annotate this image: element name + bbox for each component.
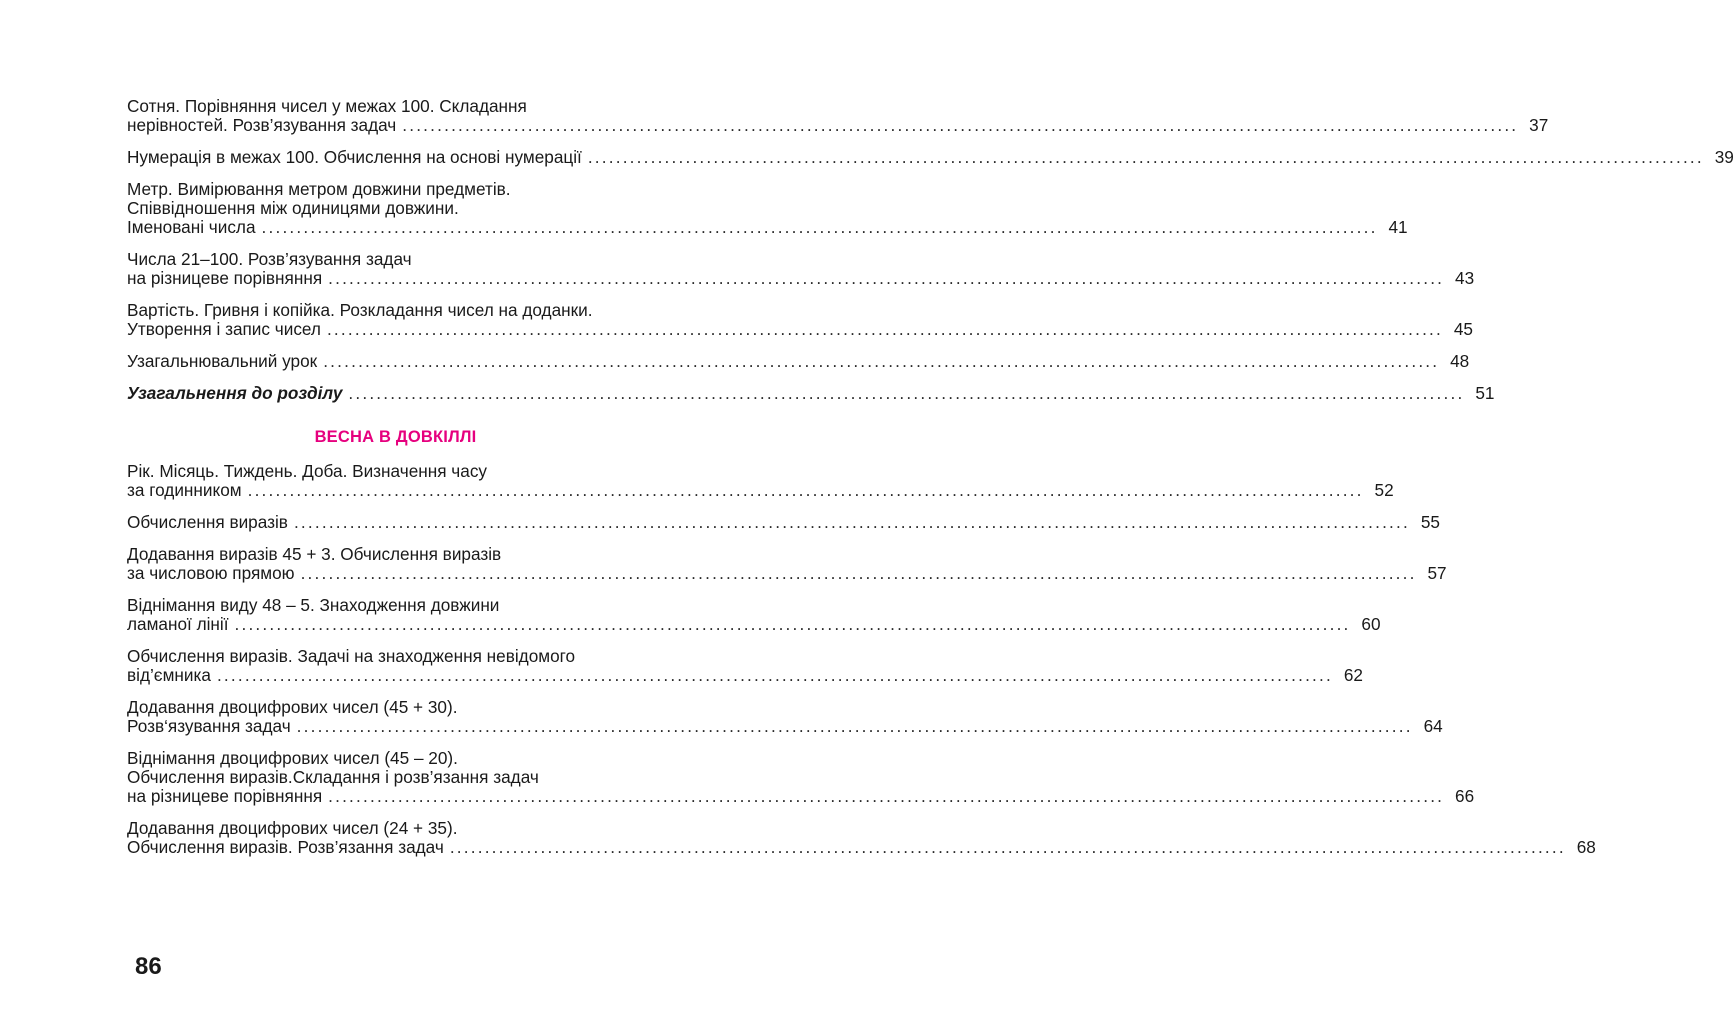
- dot-leader: ................................................................................................................................................................: [300, 563, 1417, 583]
- dot-leader: ................................................................................................................................................................: [587, 147, 1704, 167]
- toc-entry-page: 39: [1714, 147, 1734, 167]
- toc-entry-line: Сотня. Порівняння чисел у межах 100. Складання: [127, 96, 527, 116]
- toc-entry-last-line: [127, 217, 1408, 237]
- toc-entry-page: 62: [1343, 665, 1363, 685]
- page-number: 86: [135, 953, 162, 980]
- dot-leader: ................................................................................................................................................................: [296, 716, 1413, 736]
- toc-entry-page: 57: [1427, 563, 1447, 583]
- dot-leader: ................................................................................................................................................................: [326, 319, 1443, 339]
- toc-entry: [127, 461, 1394, 500]
- dot-leader: ................................................................................................................................................................: [247, 480, 1364, 500]
- toc-entry-last-line: [127, 563, 1447, 583]
- dot-leader: ................................................................................................................................................................: [348, 383, 1465, 403]
- toc-entry-title: від’ємника: [127, 665, 211, 685]
- toc-entry-page: 52: [1374, 480, 1394, 500]
- toc-entry: [127, 646, 1363, 685]
- toc-entry-title: за годинником: [127, 480, 242, 500]
- toc-entry: [127, 748, 1475, 806]
- toc-entry-page: 41: [1388, 217, 1408, 237]
- toc-entry: [127, 351, 1470, 371]
- toc-entry-title: на різницеве порівняння: [127, 786, 323, 806]
- toc-entry: [127, 147, 1734, 167]
- toc-entry-title: Іменовані числа: [127, 217, 256, 237]
- toc-entry-line: Вартість. Гривня і копійка. Розкладання чисел на доданки.: [127, 300, 593, 320]
- toc-entry: [127, 179, 1408, 237]
- toc-entry-last-line: [127, 480, 1394, 500]
- toc-entry-line: Співвідношення між одиницями довжини.: [127, 198, 459, 218]
- toc-entry-line: Метр. Вимірювання метром довжини предметів.: [127, 179, 511, 199]
- toc-entries-before: [127, 96, 1734, 403]
- toc-entry-last-line: [127, 614, 1381, 634]
- toc-entry-last-line: [127, 786, 1475, 806]
- toc-entry-title: нерівностей. Розв’язування задач: [127, 115, 397, 135]
- toc-entry-page: 60: [1361, 614, 1381, 634]
- toc-entry-title: за числовою прямою: [127, 563, 295, 583]
- toc-entry-title: Нумерація в межах 100. Обчислення на основі нумерації: [127, 147, 582, 167]
- toc-entry-title: Узагальнювальний урок: [127, 351, 318, 371]
- dot-leader: ................................................................................................................................................................: [402, 115, 1519, 135]
- dot-leader: ................................................................................................................................................................: [293, 512, 1410, 532]
- toc-entry-page: 45: [1453, 319, 1473, 339]
- toc-entry-page: 48: [1450, 351, 1470, 371]
- toc-entry-title: Обчислення виразів: [127, 512, 288, 532]
- toc-entry-line: Додавання двоцифрових чисел (45 + 30).: [127, 697, 458, 717]
- table-of-contents: [127, 96, 1734, 870]
- toc-entry-title: Узагальнення до розділу: [127, 383, 343, 403]
- toc-entry-last-line: [127, 268, 1475, 288]
- dot-leader: ................................................................................................................................................................: [328, 786, 1445, 806]
- toc-entry-last-line: [127, 512, 1440, 532]
- dot-leader: ................................................................................................................................................................: [323, 351, 1440, 371]
- toc-entry-last-line: [127, 716, 1443, 736]
- toc-entry-title: на різницеве порівняння: [127, 268, 323, 288]
- toc-entry-line: Додавання виразів 45 + 3. Обчислення виразів: [127, 544, 502, 564]
- toc-entry: [127, 544, 1447, 583]
- dot-leader: ................................................................................................................................................................: [328, 268, 1445, 288]
- toc-entry: [127, 300, 1473, 339]
- toc-entry: [127, 249, 1475, 288]
- section-heading: ВЕСНА В ДОВКІЛЛІ: [314, 428, 477, 446]
- toc-entry-title: Розв‘язування задач: [127, 716, 291, 736]
- toc-entry-title: ламаної лінії: [127, 614, 229, 634]
- toc-entry-title: Утворення і запис чисел: [127, 319, 321, 339]
- dot-leader: ................................................................................................................................................................: [234, 614, 1351, 634]
- dot-leader: ................................................................................................................................................................: [216, 665, 1333, 685]
- toc-entry-last-line: [127, 319, 1473, 339]
- toc-entry: [127, 697, 1443, 736]
- toc-entry-last-line: [127, 837, 1596, 857]
- toc-entry-line: Рік. Місяць. Тиждень. Доба. Визначення часу: [127, 461, 488, 481]
- toc-entry: [127, 96, 1549, 135]
- toc-entry-page: 55: [1420, 512, 1440, 532]
- toc-entry: [127, 383, 1495, 403]
- toc-entry-title: Обчислення виразів. Розв’язання задач: [127, 837, 444, 857]
- toc-entry: [127, 818, 1596, 857]
- toc-entry-page: 64: [1423, 716, 1443, 736]
- dot-leader: ................................................................................................................................................................: [449, 837, 1566, 857]
- toc-entry-page: 66: [1455, 786, 1475, 806]
- toc-entry-page: 51: [1475, 383, 1495, 403]
- toc-entry-last-line: [127, 115, 1549, 135]
- toc-entry-line: Обчислення виразів. Задачі на знаходження невідомого: [127, 646, 576, 666]
- toc-entry-page: 68: [1576, 837, 1596, 857]
- toc-entry: [127, 595, 1381, 634]
- dot-leader: ................................................................................................................................................................: [261, 217, 1378, 237]
- toc-entry-page: 37: [1529, 115, 1549, 135]
- toc-entry-line: Віднімання виду 48 – 5. Знаходження довжини: [127, 595, 500, 615]
- toc-entry-last-line: [127, 665, 1363, 685]
- toc-entry-line: Додавання двоцифрових чисел (24 + 35).: [127, 818, 458, 838]
- toc-entries-after: [127, 461, 1596, 857]
- toc-entry-line: Віднімання двоцифрових чисел (45 – 20).: [127, 748, 458, 768]
- toc-entry-page: 43: [1455, 268, 1475, 288]
- toc-entry-line: Числа 21–100. Розв’язування задач: [127, 249, 412, 269]
- toc-entry-last-line: [127, 351, 1470, 371]
- toc-entry-last-line: [127, 383, 1495, 403]
- toc-entry: [127, 512, 1440, 532]
- toc-entry-last-line: [127, 147, 1734, 167]
- toc-entry-line: Обчислення виразів.Складання і розв’язання задач: [127, 767, 539, 787]
